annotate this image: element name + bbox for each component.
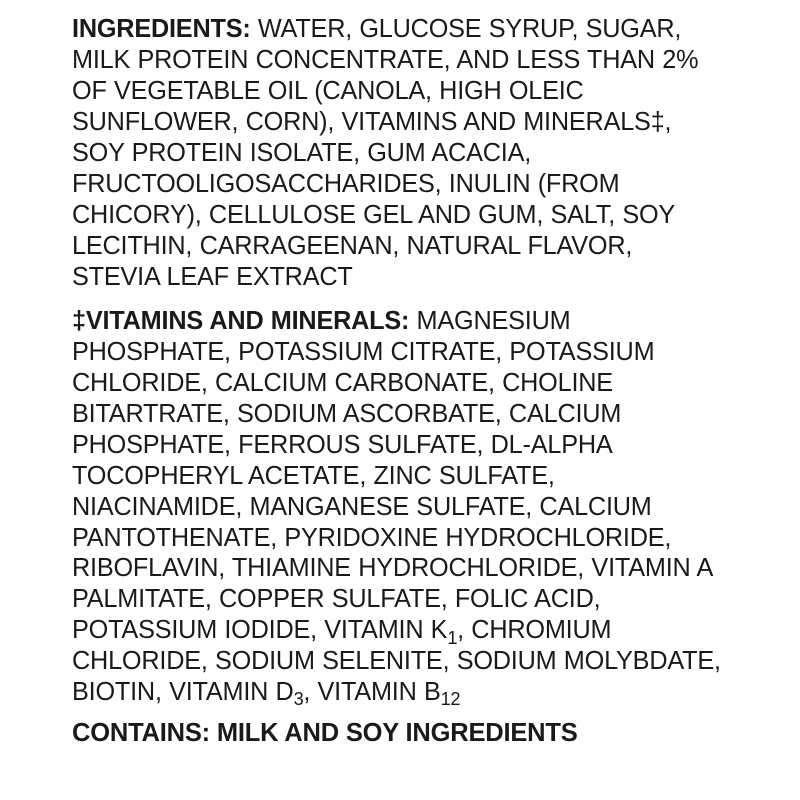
vitamins-minerals-paragraph: [72, 306, 723, 709]
vitamins-minerals-heading: ‡VITAMINS AND MINERALS:: [72, 306, 410, 335]
vitamin-k-subscript: 1: [447, 626, 458, 648]
vitamins-body-part-3: , VITAMIN B: [303, 678, 441, 707]
ingredients-heading: INGREDIENTS:: [72, 15, 251, 43]
vitamin-b-subscript: 12: [440, 688, 461, 710]
contains-statement: CONTAINS: MILK AND SOY INGREDIENTS: [72, 719, 578, 748]
vitamins-body-part-1: MAGNESIUM PHOSPHATE, POTASSIUM CITRATE, POTASSIUM CHLORIDE, CALCIUM CARBONATE, CHOLINE BITARTRATE, SODIUM ASCORBATE, CALCIUM PHOSPHATE, FERROUS SULFATE, DL-ALPHA TOCOPHERYL ACETATE, ZINC SULFATE, NIACINAMIDE, MANGANESE SULFATE, CALCIUM PANTOTHENATE, PYRIDOXINE HYDROCHLORIDE, RIBOFLAVIN, THIAMINE HYDROCHLORIDE, VITAMIN A PALMITATE, COPPER SULFATE, FOLIC ACID, POTASSIUM IODIDE, VITAMIN K: [72, 306, 712, 645]
vitamins-body-part-2: , CHROMIUM CHLORIDE, SODIUM SELENITE, SODIUM MOLYBDATE, BIOTIN, VITAMIN D: [72, 616, 721, 707]
vitamin-d-subscript: 3: [293, 688, 304, 710]
ingredients-paragraph: [72, 14, 723, 293]
ingredients-body: WATER, GLUCOSE SYRUP, SUGAR, MILK PROTEIN CONCENTRATE, AND LESS THAN 2% OF VEGETABLE OIL (CANOLA, HIGH OLEIC SUNFLOWER, CORN), VITAMINS AND MINERALS‡, SOY PROTEIN ISOLATE, GUM ACACIA, FRUCTOOLIGOSACCHARIDES, INULIN (FROM CHICORY), CELLULOSE GEL AND GUM, SALT, SOY LECITHIN, CARRAGEENAN, NATURAL FLAVOR, STEVIA LEAF EXTRACT: [72, 15, 699, 291]
